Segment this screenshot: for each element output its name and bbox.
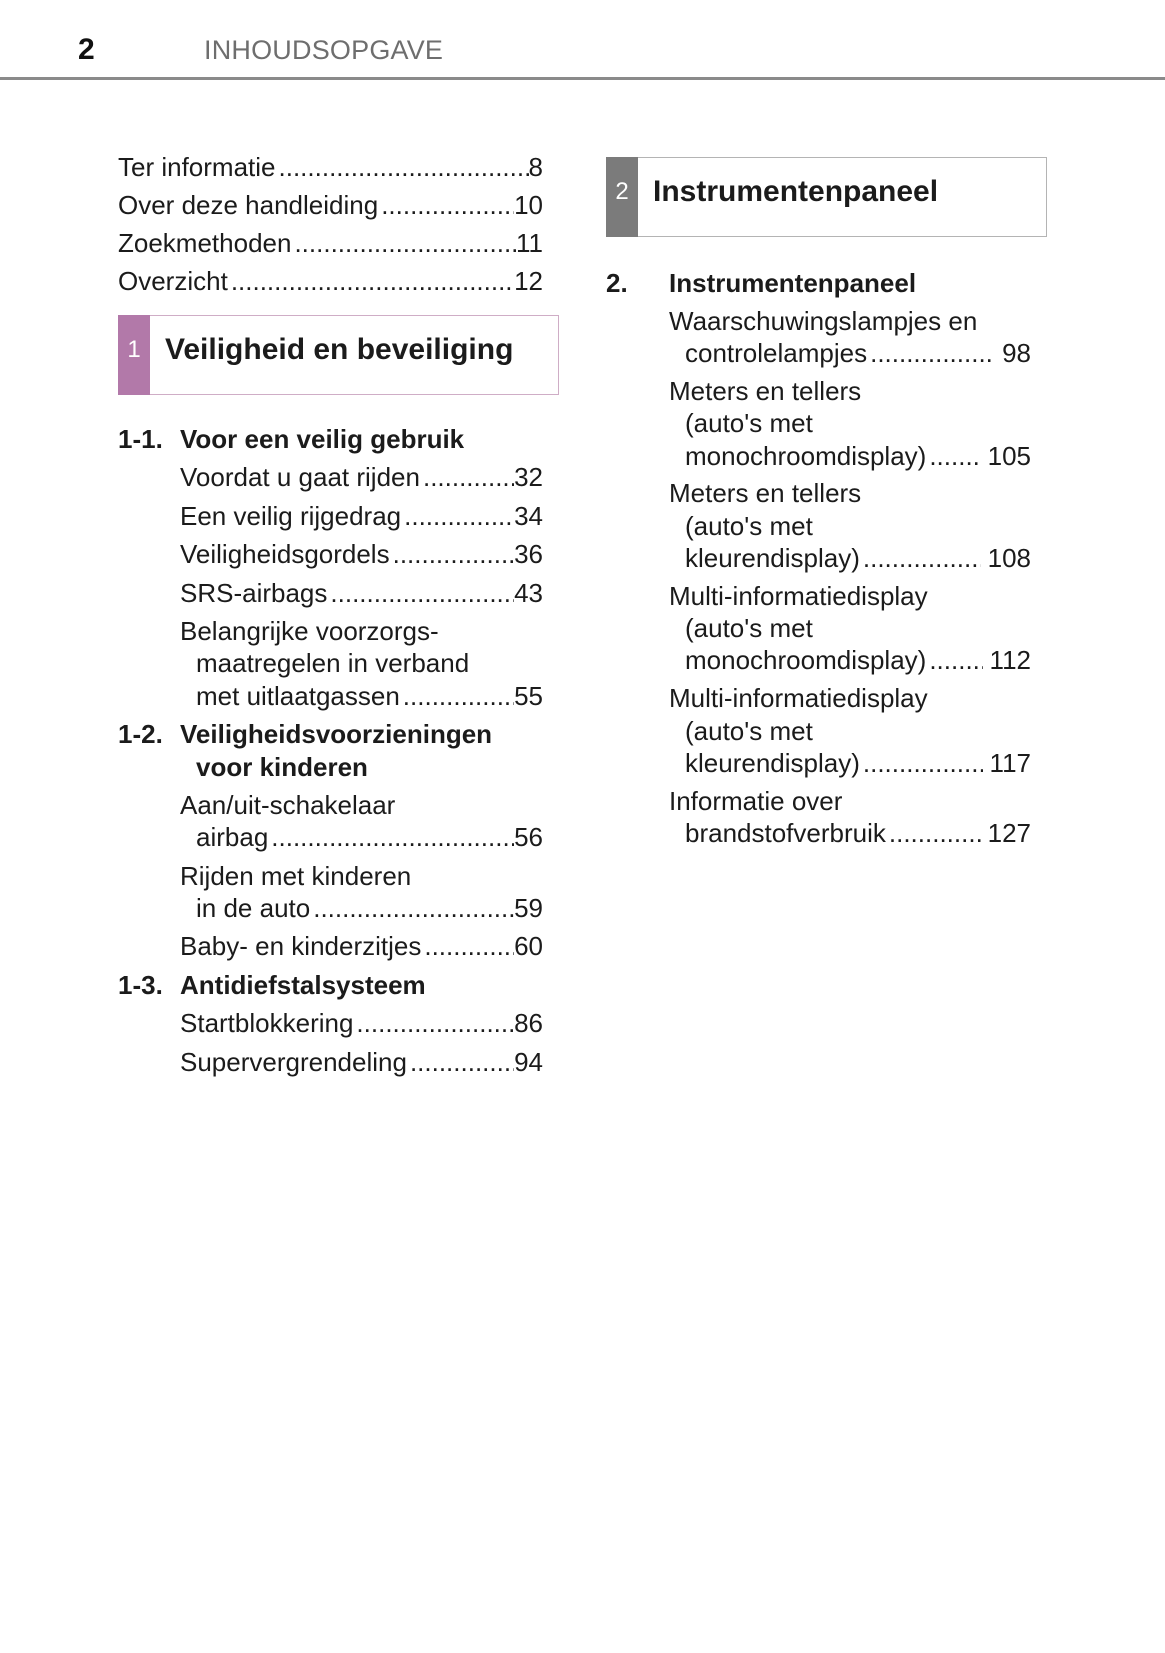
section-title: Antidiefstalsysteem xyxy=(180,969,426,1000)
entry-page: 105 xyxy=(987,440,1031,471)
section-heading-line xyxy=(606,267,1031,299)
section-number: 1-2. xyxy=(118,719,163,750)
entry-page: 60 xyxy=(514,931,543,962)
entry-page: 8 xyxy=(528,152,543,182)
dot-leader xyxy=(860,542,981,574)
entry-title: SRS-airbags xyxy=(180,577,328,608)
entry-title-line: Meters en tellers xyxy=(669,478,862,509)
toc-entry xyxy=(118,930,543,962)
dot-leader xyxy=(420,461,514,493)
toc-entry-row xyxy=(180,577,543,609)
chapter-color-bar xyxy=(118,315,150,395)
section-heading-line xyxy=(118,969,543,1001)
entry-title: Voordat u gaat rijden xyxy=(180,462,420,493)
section-number: 1-3. xyxy=(118,969,163,1000)
toc-entry xyxy=(606,375,1031,472)
toc-entry xyxy=(118,1046,543,1078)
entry-title: monochroomdisplay) xyxy=(685,645,927,676)
entry-page: 59 xyxy=(514,893,543,924)
dot-leader xyxy=(926,644,982,676)
entry-page: 43 xyxy=(514,577,543,608)
entry-title: airbag xyxy=(196,822,269,853)
toc-entry-row xyxy=(180,892,543,924)
entry-title: Supervergrendeling xyxy=(180,1046,407,1077)
entry-page: 34 xyxy=(514,500,543,531)
entry-title: Over deze handleiding xyxy=(118,189,379,220)
toc-entry xyxy=(118,461,543,493)
entry-title-line: Waarschuwingslampjes en xyxy=(669,305,978,336)
entry-title: Ter informatie xyxy=(118,152,276,182)
dot-leader xyxy=(353,1007,514,1039)
entry-title-line: (auto's met xyxy=(685,613,813,644)
chapter-title: Instrumentenpaneel xyxy=(653,175,939,208)
entry-title: controlelampjes xyxy=(685,338,868,369)
toc-entry-row xyxy=(669,747,1031,779)
dot-leader xyxy=(886,817,981,849)
section-heading xyxy=(118,969,543,1001)
chapter-heading-box xyxy=(606,157,1047,237)
entry-title: Zoekmethoden xyxy=(118,227,292,258)
entry-page: 117 xyxy=(989,747,1031,778)
header-divider xyxy=(0,77,1165,80)
entry-title: Veiligheidsgordels xyxy=(180,539,390,570)
dot-leader xyxy=(291,227,516,259)
dot-leader xyxy=(310,892,514,924)
entry-title-line: Aan/uit-schakelaar xyxy=(180,789,396,820)
entry-title-line: Belangrijke voorzorgs- xyxy=(180,615,439,646)
section-heading-line xyxy=(118,718,543,750)
dot-leader xyxy=(378,189,514,221)
dot-leader xyxy=(421,930,514,962)
entry-page: 32 xyxy=(514,462,543,493)
section-title: voor kinderen xyxy=(196,751,368,782)
toc-entry xyxy=(118,577,543,609)
entry-title-line: Informatie over xyxy=(669,785,843,816)
entry-page: 10 xyxy=(514,189,543,220)
toc-entry-row xyxy=(180,1007,543,1039)
entry-page: 127 xyxy=(987,818,1031,849)
toc-entry xyxy=(118,227,543,259)
entry-page: 112 xyxy=(989,645,1031,676)
entry-page: 56 xyxy=(514,822,543,853)
toc-entry xyxy=(118,500,543,532)
section-heading xyxy=(118,718,543,783)
entry-title-line: Multi-informatiedisplay xyxy=(669,683,928,714)
entry-title-line: Multi-informatiedisplay xyxy=(669,580,928,611)
section-title: Voor een veilig gebruik xyxy=(180,424,465,454)
toc-entry xyxy=(118,860,543,925)
chapter-title: Veiligheid en beveiliging xyxy=(165,333,514,366)
toc-entry-row xyxy=(180,1046,543,1078)
entry-title-line: (auto's met xyxy=(685,715,813,746)
section-heading-line xyxy=(118,423,543,455)
entry-title: Startblokkering xyxy=(180,1008,354,1039)
entry-title: brandstofverbruik xyxy=(685,818,886,849)
entry-title-line: Meters en tellers xyxy=(669,375,862,406)
chapter-number: 1 xyxy=(127,336,141,363)
intro-list xyxy=(118,151,543,297)
section-title: Instrumentenpaneel xyxy=(669,268,917,298)
entry-page: 55 xyxy=(514,680,543,711)
entry-title: monochroomdisplay) xyxy=(685,440,927,471)
toc-entry xyxy=(606,785,1031,850)
entry-page: 12 xyxy=(514,265,543,296)
dot-leader xyxy=(390,538,514,570)
chapter-heading-box xyxy=(118,315,559,395)
dot-leader xyxy=(860,747,983,779)
entry-page: 108 xyxy=(987,543,1031,574)
entry-page: 94 xyxy=(514,1046,543,1077)
entry-title: Overzicht xyxy=(118,265,228,296)
toc-entry xyxy=(606,682,1031,779)
toc-entry-row xyxy=(669,542,1031,574)
toc-entry-row xyxy=(180,461,543,493)
chapter-2-contents xyxy=(606,267,1031,849)
section-number: 1-1. xyxy=(118,424,163,454)
dot-leader xyxy=(327,577,514,609)
dot-leader xyxy=(867,337,995,369)
entry-page: 36 xyxy=(514,539,543,570)
dot-leader xyxy=(926,440,980,472)
dot-leader xyxy=(276,151,529,183)
entry-title-line: (auto's met xyxy=(685,510,813,541)
entry-page: 86 xyxy=(514,1008,543,1039)
dot-leader xyxy=(228,265,514,297)
toc-entry-row xyxy=(669,440,1031,472)
entry-title: Baby- en kinderzitjes xyxy=(180,931,422,962)
section-title: Veiligheidsvoorzieningen xyxy=(180,719,493,750)
dot-leader xyxy=(401,500,514,532)
page-title: INHOUDSOPGAVE xyxy=(204,35,444,65)
entry-title-line: maatregelen in verband xyxy=(196,648,470,679)
dot-leader xyxy=(400,680,514,712)
toc-entry-row xyxy=(669,817,1031,849)
chapter-1-contents xyxy=(118,423,543,1078)
toc-entry-row xyxy=(180,821,543,853)
toc-entry xyxy=(606,305,1031,370)
section-heading-line xyxy=(118,751,543,783)
page-number: 2 xyxy=(78,33,95,66)
chapter-number: 2 xyxy=(615,178,629,205)
entry-title: kleurendisplay) xyxy=(685,747,860,778)
entry-title: kleurendisplay) xyxy=(685,543,860,574)
toc-entry xyxy=(118,1007,543,1039)
dot-leader xyxy=(268,821,514,853)
section-heading xyxy=(606,267,1031,299)
section-heading xyxy=(118,423,543,455)
toc-entry xyxy=(118,151,543,183)
entry-title-line: (auto's met xyxy=(685,408,813,439)
toc-entry xyxy=(606,477,1031,574)
toc-entry xyxy=(606,580,1031,677)
toc-entry-row xyxy=(669,644,1031,676)
entry-title: Een veilig rijgedrag xyxy=(180,500,402,531)
toc-entry-row xyxy=(180,500,543,532)
toc-entry xyxy=(118,265,543,297)
toc-entry xyxy=(118,189,543,221)
chapter-color-bar xyxy=(606,157,638,237)
entry-title: met uitlaatgassen xyxy=(196,680,400,711)
toc-entry xyxy=(118,615,543,712)
entry-title-line: Rijden met kinderen xyxy=(180,860,412,891)
dot-leader xyxy=(407,1046,514,1078)
toc-entry-row xyxy=(180,538,543,570)
toc-entry-row xyxy=(180,930,543,962)
entry-page: 11 xyxy=(516,227,543,258)
entry-page: 98 xyxy=(1002,338,1031,369)
toc-entry-row xyxy=(669,337,1031,369)
section-number: 2. xyxy=(606,268,628,298)
toc-entry-row xyxy=(180,680,543,712)
entry-title: in de auto xyxy=(196,893,311,924)
toc-entry xyxy=(118,538,543,570)
toc-entry xyxy=(118,789,543,854)
